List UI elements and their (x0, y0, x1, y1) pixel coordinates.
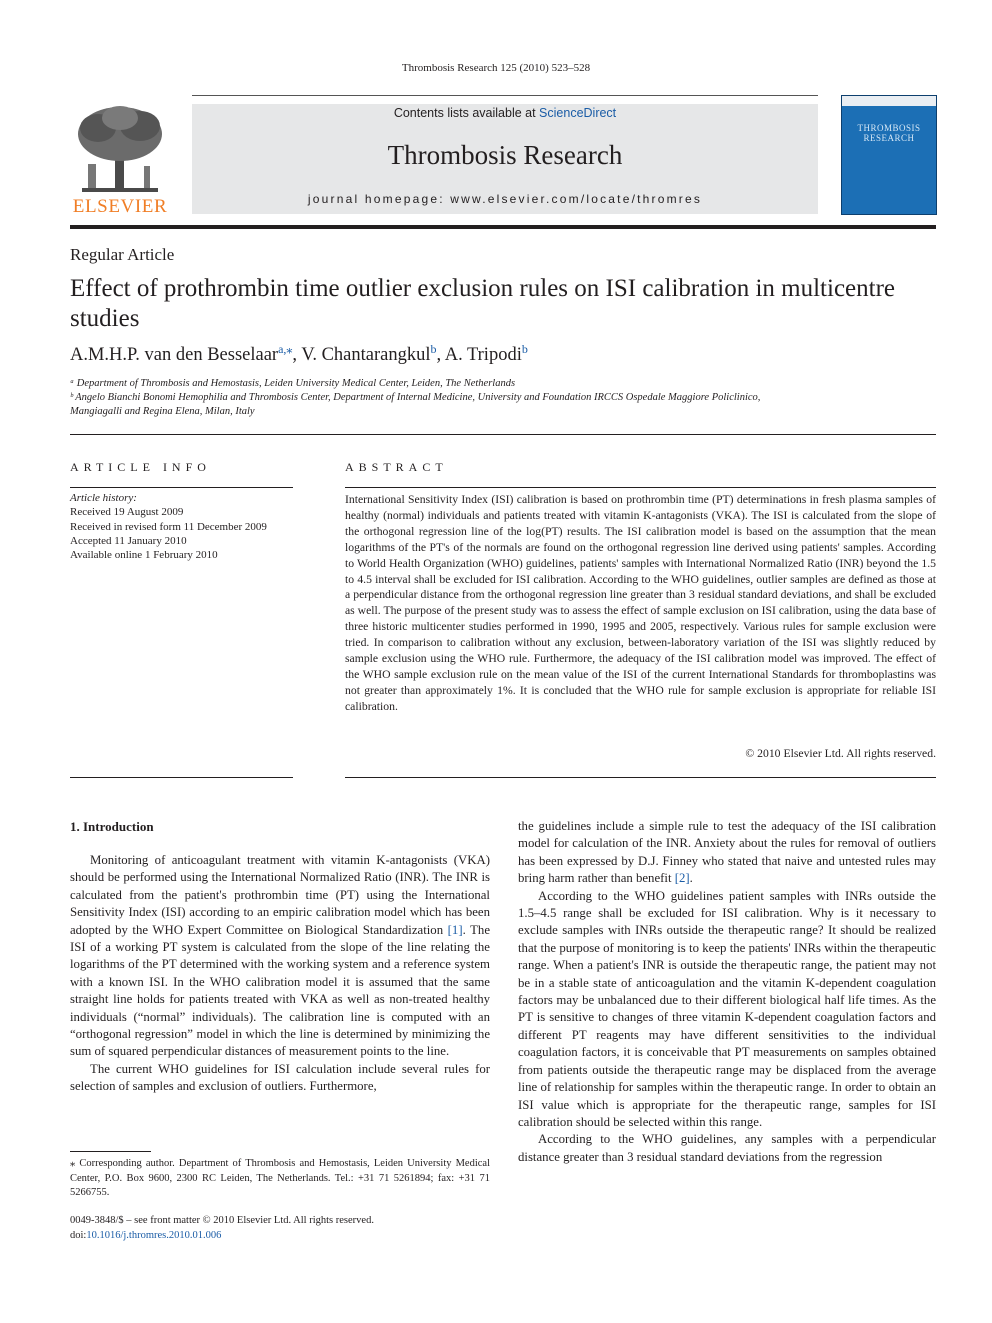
header-top-rule (192, 95, 818, 96)
journal-citation: Thrombosis Research 125 (2010) 523–528 (401, 62, 591, 74)
history-revised: Received in revised form 11 December 2009 (70, 520, 267, 533)
paragraph-text: . (689, 871, 693, 886)
front-matter (70, 1214, 374, 1243)
author-affiliation-mark[interactable]: b (430, 342, 437, 356)
doi-prefix: doi: (70, 1229, 87, 1241)
article-info-rule (70, 487, 293, 488)
author-list: A.M.H.P. van den Besselaar$^{a,⁎}$, V. Chantarangkul$^b$, A. Tripodi$^b$ (70, 342, 528, 366)
article-info-heading: ARTICLE INFO (70, 460, 211, 474)
affiliation-b: ᵇ Angelo Bianchi Bonomi Hemophilia and Thrombosis Center, Department of Internal Medicine, University and Foundation IRCCS Ospedale Maggiore Policlinico, (70, 392, 761, 403)
history-received: Received 19 August 2009 (70, 506, 184, 519)
history-accepted: Accepted 11 January 2010 (70, 534, 187, 547)
header-thick-rule (70, 225, 936, 229)
journal-cover-thumbnail (841, 95, 937, 215)
article-info-bottom-rule (70, 777, 293, 778)
paragraph: According to the WHO guidelines, any samples with a perpendicular distance greater than 3 residual standard deviations from the regression (518, 1132, 936, 1164)
cover-title-line-2: RESEARCH (863, 133, 915, 143)
abstract-rule (345, 487, 936, 488)
journal-name: Thrombosis Research (387, 140, 623, 170)
author-name: V. Chantarangkul (301, 345, 431, 366)
doi-line (70, 1229, 374, 1244)
doi-link[interactable]: 10.1016/j.thromres.2010.01.006 (86, 1229, 222, 1241)
cover-top-strip (842, 96, 936, 106)
front-matter-text: 0049-3848/$ – see front matter © 2010 Elsevier Ltd. All rights reserved. (70, 1215, 374, 1226)
paragraph (518, 818, 936, 888)
corresponding-author-footnote: ⁎ Corresponding author. Department of Thrombosis and Hemostasis, Leiden University Medical Center, P.O. Box 9600, 2300 RC Leiden, The Netherlands. Tel.: +31 71 5261894; fax: +31 71 5266755. (70, 1158, 490, 1199)
history-label: Article history: (70, 492, 137, 504)
contents-line (192, 106, 818, 120)
paragraph: According to the WHO guidelines patient samples with INRs outside the 1.5–4.5 range shall be excluded for ISI calibration. Why is it necessary to exclude samples with INRs outside the therapeutic range? It should be realized that the purpose of monitoring is to keep the patients' INRs within the therapeutic range. When a patient's INR is outside the therapeutic range, the patient may not be in a stable state of anticoagulation and the vitamin K-dependent coagulation factors may be unbalanced due to their different biological half life times. As the PT is sensitive to changes of three vitamin K-dependent coagulation factors and different PT reagents may have different sensitivities to the individual coagulation factors, it is conceivable that PT measurements on samples obtained from patients outside the therapeutic range may be displaced from the average line of relationship for samples within the therapeutic range. In order to obtain an ISI value which is appropriate for the therapeutic range, samples for ISI calibration should be selected within this range. (518, 888, 936, 1129)
affiliation-b-continued: Mangiagalli and Regina Elena, Milan, Italy (70, 406, 255, 417)
paragraph-text: the guidelines include a simple rule to test the adequacy of the ISI calibration model for calculation of the INR. Anxiety about the rules for removal of outliers has been expressed by D.J. Finney who stated that naive and untested rules may bring harm rather than benefit (518, 819, 936, 886)
elsevier-wordmark: ELSEVIER (72, 196, 168, 217)
author-name: A.M.H.P. van den Besselaar (70, 345, 279, 366)
abstract-copyright: © 2010 Elsevier Ltd. All rights reserved. (745, 747, 936, 760)
paragraph (70, 852, 490, 1061)
author-affiliation-mark[interactable]: b (521, 342, 528, 356)
reference-link[interactable]: [2] (674, 871, 690, 886)
contents-prefix: Contents lists available at (393, 106, 540, 120)
abstract-text: International Sensitivity Index (ISI) calibration is based on prothrombin time (PT) determinations in fresh plasma samples of healthy (normal) individuals and patients treated with vitamin K-antagonists (VKA). The ISI is calculated from the slope of the orthogonal regression line of the log(PT) results. The ISI calibration model is based on the assumption that the mean logarithms of the PT's of the normals are found on the orthogonal regression line derived using patients' samples. According to World Health Organization (WHO) guidelines, patients' samples with International Normalized Ratio (INR) beyond the 1.5 to 4.5 interval shall be excluded for ISI calibration. According to the WHO guidelines, outlier samples are defined as those at a perpendicular distance from the orthogonal regression line greater than 3 residual standard deviations, and shall be excluded as well. The purpose of the present study was to assess the effect of sample exclusion on ISI calibration, using the data base of three historic multicenter studies performed in 1990, 1995 and 2005, respectively. Various rules for sample exclusion were tried. In comparison to calibration without any exclusion, between-laboratory variation of the ISI was slightly reduced by sample exclusion using the WHO rule. Furthermore, the adequacy of the ISI calibration model was improved. The effect of the WHO sample exclusion rule on the mean value of the ISI of the current International Standards for thromboplastins was not greater than approximately 1%. It is concluded that the WHO rule for sample exclusion is appropriate for reliable ISI calibration. (345, 493, 936, 713)
article-title: Effect of prothrombin time outlier exclusion rules on ISI calibration in multicentre studies (70, 275, 896, 332)
author-name: A. Tripodi (444, 345, 522, 366)
sciencedirect-link[interactable]: ScienceDirect (539, 106, 617, 120)
affiliation-a: ᵃ Department of Thrombosis and Hemostasis, Leiden University Medical Center, Leiden, The Netherlands (70, 378, 516, 389)
footnote-rule (70, 1151, 151, 1152)
paragraph-text: Monitoring of anticoagulant treatment with vitamin K-antagonists (VKA) should be performed using the International Normalized Ratio (INR). The INR is calculated from the patient's prothrombin time (PT) using the International Sensitivity Index (ISI) according to an empiric calibration model which has been adopted by the WHO Expert Committee on Biological Standardization (70, 853, 490, 937)
body-left-column (70, 852, 490, 1096)
title-block-rule (70, 434, 936, 435)
section-heading-introduction: 1. Introduction (70, 819, 154, 834)
paragraph-text: . The ISI of a working PT system is calculated from the slope of the line relating the logarithms of the PT determined with the working system and a reference system with a known ISI. In the WHO calibration model it is assumed that the same straight line holds for patients treated with VKA as well as non-treated healthy individuals (“normal” individuals). The calibration line is computed with an “orthogonal regression” model in which the line is determined by minimizing the sum of squared perpendicular distances of measurement points to the line. (70, 922, 490, 1059)
journal-banner (192, 104, 818, 214)
journal-homepage[interactable]: journal homepage: www.elsevier.com/locate/thromres (307, 192, 703, 206)
reference-link[interactable]: [1] (447, 922, 463, 937)
paragraph: The current WHO guidelines for ISI calculation include several rules for selection of samples and exclusion of outliers. Furthermore, (70, 1061, 490, 1094)
article-type: Regular Article (70, 245, 175, 264)
author-affiliation-mark[interactable]: a,⁎ (278, 342, 293, 356)
article-history (70, 491, 267, 562)
body-right-column (518, 818, 936, 1166)
cover-title-line-1: THROMBOSIS (857, 123, 921, 133)
abstract-bottom-rule (345, 777, 936, 778)
history-online: Available online 1 February 2010 (70, 549, 218, 562)
cover-title (842, 123, 936, 143)
abstract-heading: ABSTRACT (345, 460, 448, 474)
